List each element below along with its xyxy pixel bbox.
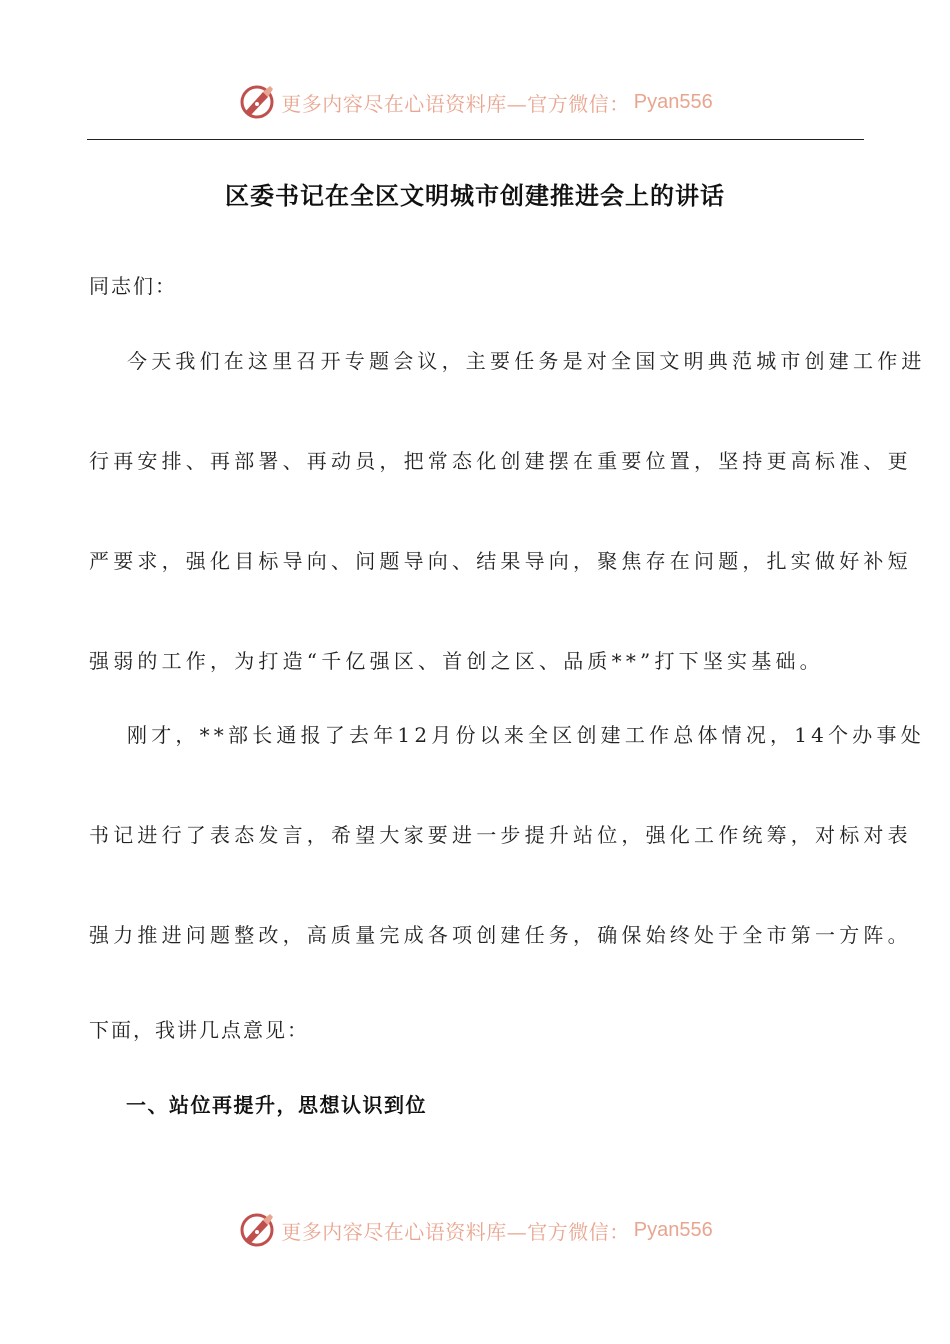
footer-watermark <box>0 1208 950 1252</box>
paragraph <box>89 341 926 681</box>
paragraph-line: 书记进行了表态发言，希望大家要进一步提升站位，强化工作统筹，对标对表 <box>89 823 912 847</box>
paragraph-line: 刚才，**部长通报了去年12月份以来全区创建工作总体情况，14个办事处 <box>127 723 925 747</box>
pen-nib-logo-icon <box>237 82 277 122</box>
document-title: 区委书记在全区文明城市创建推进会上的讲话 <box>225 181 725 210</box>
header-divider <box>87 139 864 140</box>
paragraph-line: 严要求，强化目标导向、问题导向、结果导向，聚焦存在问题，扎实做好补短 <box>89 549 912 573</box>
paragraph-line: 强力推进问题整改，高质量完成各项创建任务，确保始终处于全市第一方阵。 <box>89 923 912 947</box>
watermark-wechat-id: Pyan556 <box>633 90 713 113</box>
watermark-text: 更多内容尽在心语资料库—官方微信： <box>281 91 630 116</box>
paragraph <box>89 715 925 955</box>
pen-nib-logo-icon <box>237 1210 277 1250</box>
watermark-wechat-id: Pyan556 <box>633 1218 713 1241</box>
watermark-text: 更多内容尽在心语资料库—官方微信： <box>281 1219 630 1244</box>
section-heading: 一、站位再提升，思想认识到位 <box>126 1093 427 1117</box>
intro-closing-line: 下面，我讲几点意见： <box>89 1018 309 1042</box>
salutation: 同志们： <box>89 274 177 298</box>
paragraph-line: 强弱的工作，为打造“千亿强区、首创之区、品质**”打下坚实基础。 <box>89 649 824 673</box>
paragraph-line: 今天我们在这里召开专题会议，主要任务是对全国文明典范城市创建工作进 <box>127 349 926 373</box>
paragraph-line: 行再安排、再部署、再动员，把常态化创建摆在重要位置，坚持更高标准、更 <box>89 449 912 473</box>
header-watermark <box>0 80 950 124</box>
